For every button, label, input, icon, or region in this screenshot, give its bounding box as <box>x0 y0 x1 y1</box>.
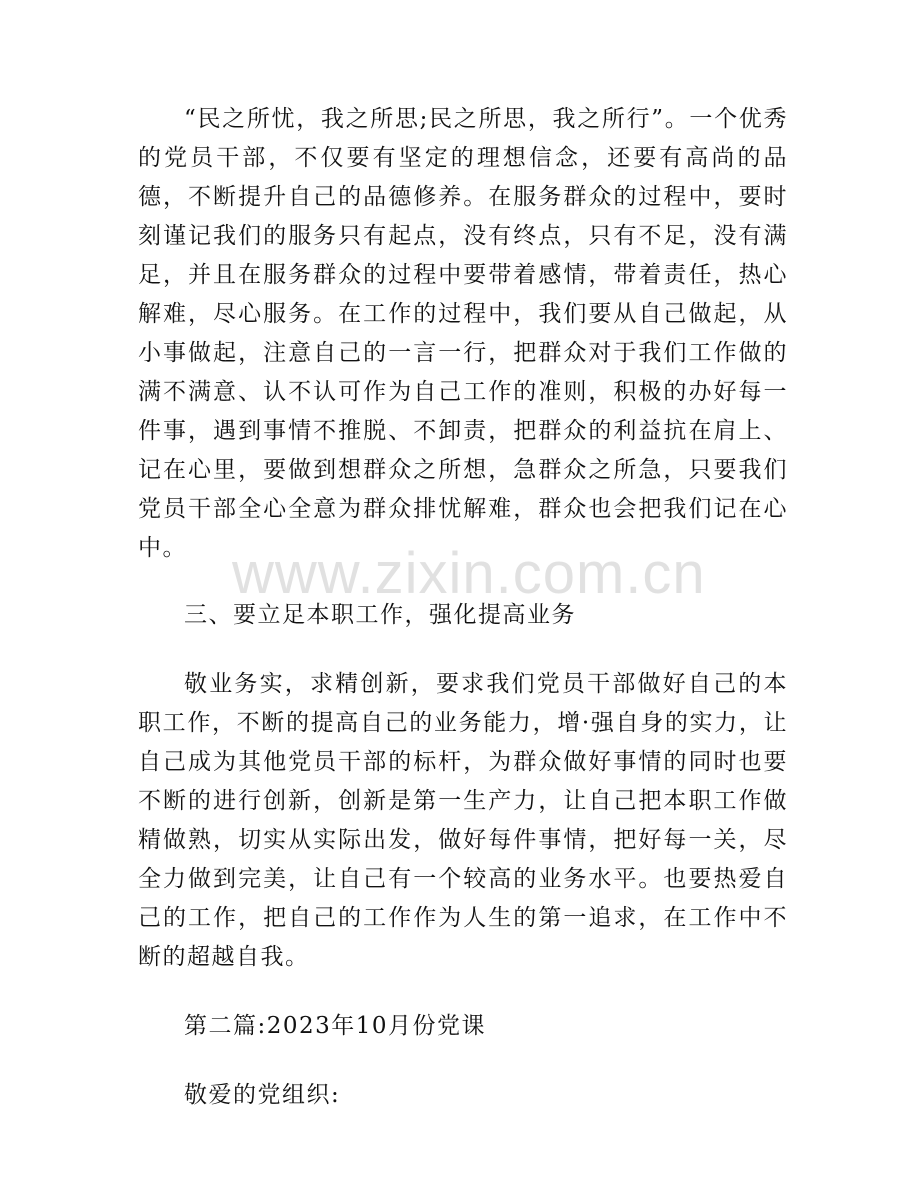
salutation: 敬爱的党组织: <box>184 1082 341 1108</box>
section-heading-3: 三、要立足本职工作，强化提高业务 <box>184 602 576 628</box>
paragraph-2: 敬业务实，求精创新，要求我们党员干部做好自己的本职工作，不断的提高自己的业务能力，增·强自身的实力，让自己成为其他党员干部的标杆，为群众做好事情的同时也要不断的进行创新，创新是第一生产力，让自己把本职工作做精做熟，切实从实际出发，做好每件事情，把好每一关，尽全力做到完美，让自己有一个较高的业务水平。也要热爱自己的工作，把自己的工作作为人生的第一追求，在工作中不断的超越自我。 <box>138 671 788 970</box>
document-body <box>138 100 788 1115</box>
paragraph-1: “民之所忧，我之所思;民之所思，我之所行”。一个优秀的党员干部，不仅要有坚定的理想信念，还要有高尚的品德，不断提升自己的品德修养。在服务群众的过程中，要时刻谨记我们的服务只有起点，没有终点，只有不足，没有满足，并且在服务群众的过程中要带着感情，带着责任，热心解难，尽心服务。在工作的过程中，我们要从自己做起，从小事做起，注意自己的一言一行，把群众对于我们工作做的满不满意、认不认可作为自己工作的准则，积极的办好每一件事，遇到事情不推脱、不卸责，把群众的利益抗在肩上、记在心里，要做到想群众之所想，急群众之所急，只要我们党员干部全心全意为群众排忧解难，群众也会把我们记在心中。 <box>138 106 788 561</box>
part-2-heading: 第二篇:2023年10月份党课 <box>184 1013 487 1039</box>
watermark: www.zixin.com.cn <box>232 541 706 606</box>
